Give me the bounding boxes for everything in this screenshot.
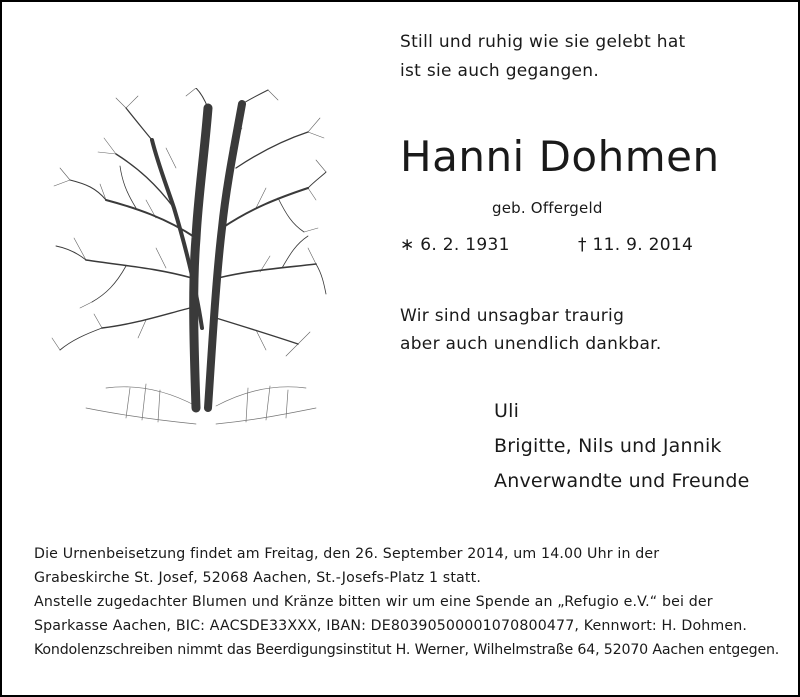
info-line: Kondolenzschreiben nimmt das Beerdigungsinstitut H. Werner, Wilhelmstraße 64, 52070 Aachen entgegen. — [34, 642, 780, 658]
signer: Anverwandte und Freunde — [494, 470, 750, 492]
signer: Brigitte, Nils und Jannik — [494, 435, 722, 457]
mourning-line: aber auch unendlich dankbar. — [400, 334, 662, 354]
info-line: Grabeskirche St. Josef, 52068 Aachen, St.-Josefs-Platz 1 statt. — [34, 570, 481, 586]
mourning-line: Wir sind unsagbar traurig — [400, 306, 625, 326]
info-line: Die Urnenbeisetzung findet am Freitag, den 26. September 2014, um 14.00 Uhr in der — [34, 546, 660, 562]
info-line: Anstelle zugedachter Blumen und Kränze bitten wir um eine Spende an „Refugio e.V.“ bei der — [34, 594, 713, 610]
motto-line: ist sie auch gegangen. — [400, 61, 600, 81]
life-dates — [400, 232, 720, 258]
birth-name: geb. Offergeld — [492, 199, 603, 217]
motto-line: Still und ruhig wie sie gelebt hat — [400, 32, 686, 52]
deceased-name: Hanni Dohmen — [400, 132, 720, 181]
motto — [400, 28, 686, 86]
info-line: Sparkasse Aachen, BIC: AACSDE33XXX, IBAN: DE80390500001070800477, Kennwort: H. Dohmen. — [34, 618, 748, 634]
birth-date: ∗ 6. 2. 1931 — [400, 235, 510, 255]
signers — [494, 394, 750, 499]
death-date: † 11. 9. 2014 — [578, 235, 694, 255]
signer: Uli — [494, 400, 520, 422]
mourning-text — [400, 302, 662, 358]
funeral-info — [34, 542, 779, 662]
tree-sketch-icon — [46, 88, 328, 432]
